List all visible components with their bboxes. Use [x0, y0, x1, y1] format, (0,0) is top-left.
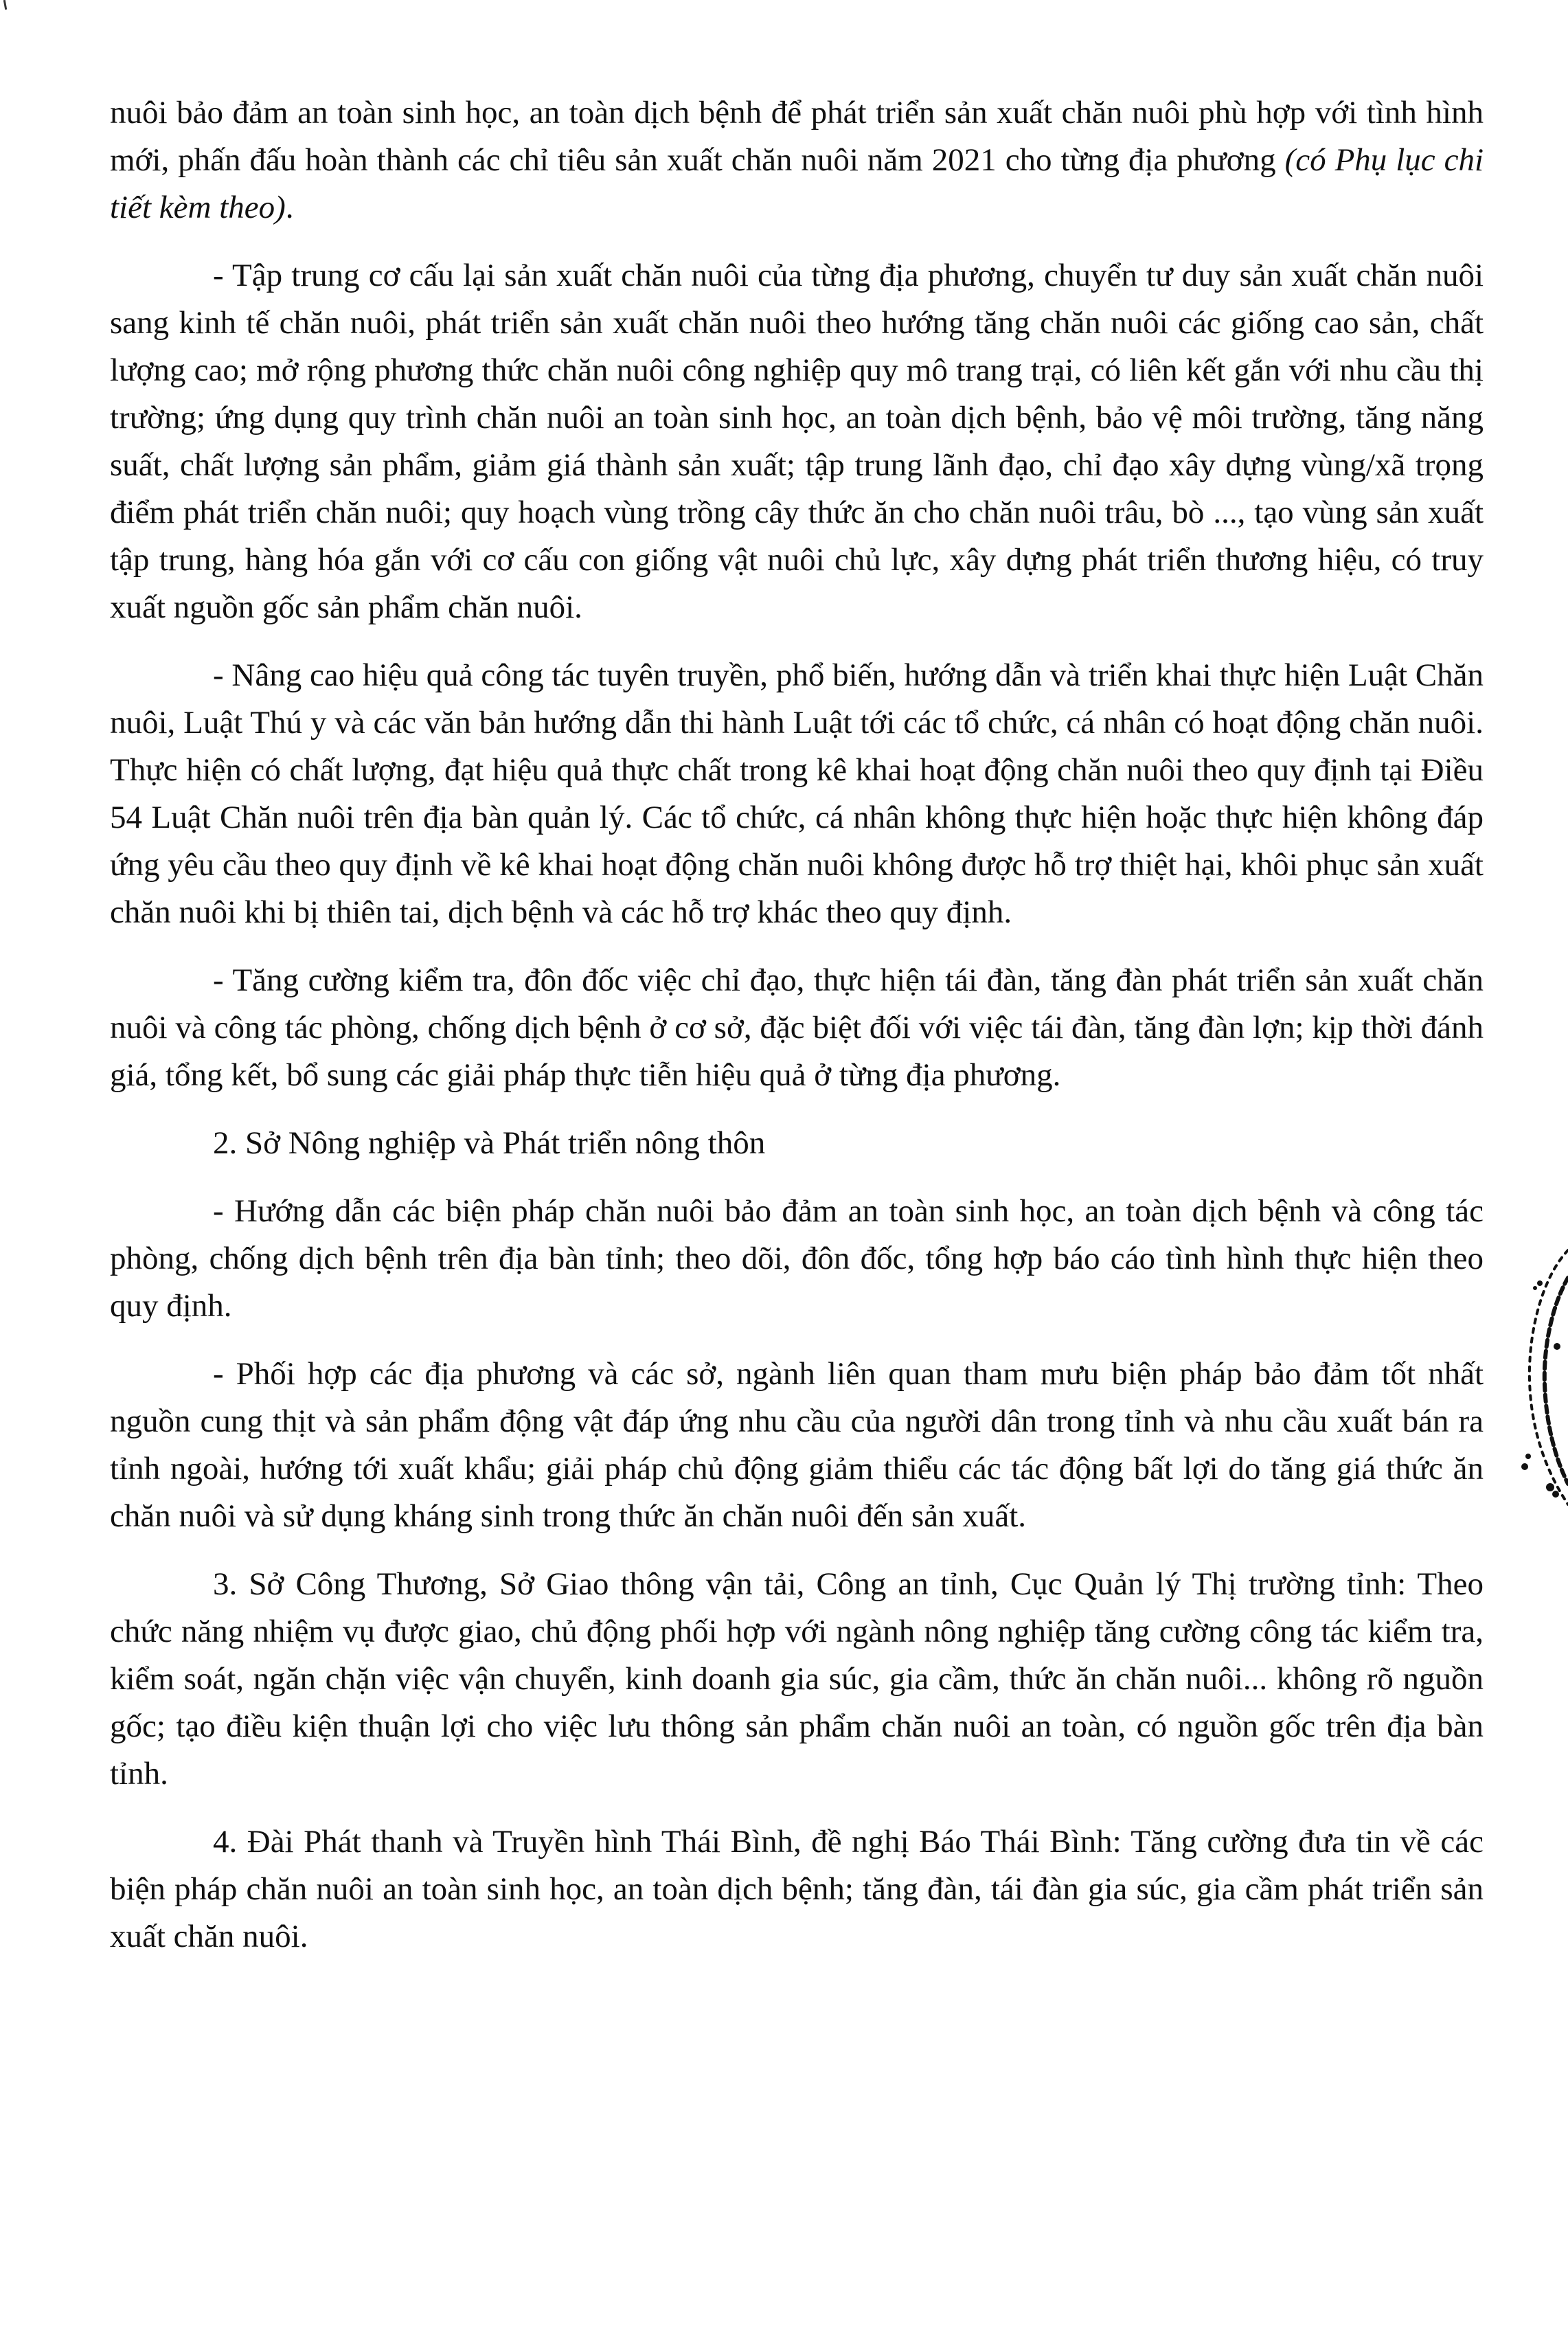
paragraph-end: . — [285, 190, 294, 225]
paragraph-radio-television: 4. Đài Phát thanh và Truyền hình Thái Bình, đề nghị Báo Thái Bình: Tăng cường đưa tin về các biện pháp chăn nuôi an toàn sinh học, an toàn dịch bệnh; tăng đàn, tái đàn gia súc, gia cầm phát triển sản xuất chăn nuôi. — [110, 1824, 1484, 1954]
document-body — [110, 89, 1484, 1981]
paragraph-continuation — [110, 89, 1484, 232]
appendix-note: (có Phụ lục chi tiết kèm theo) — [110, 142, 1484, 225]
paragraph-industry-trade-dept: 3. Sở Công Thương, Sở Giao thông vận tải, Công an tỉnh, Cục Quản lý Thị trường tỉnh: Theo chức năng nhiệm vụ được giao, chủ động phối hợp với ngành nông nghiệp tăng cường công tác kiểm tra, kiểm soát, ngăn chặn việc vận chuyển, kinh doanh gia súc, gia cầm, thức ăn chăn nuôi... không rõ nguồn gốc; tạo điều kiện thuận lợi cho việc lưu thông sản phẩm chăn nuôi an toàn, có nguồn gốc trên địa bàn tỉnh. — [110, 1566, 1484, 1792]
section-heading-agriculture-dept: 2. Sở Nông nghiệp và Phát triển nông thôn — [213, 1125, 766, 1161]
paragraph-propaganda-law: - Nâng cao hiệu quả công tác tuyên truyền, phổ biến, hướng dẫn và triển khai thực hiện Luật Chăn nuôi, Luật Thú y và các văn bản hướng dẫn thi hành Luật tới các tổ chức, cá nhân có hoạt động chăn nuôi. Thực hiện có chất lượng, đạt hiệu quả thực chất trong kê khai hoạt động chăn nuôi theo quy định tại Điều 54 Luật Chăn nuôi trên địa bàn quản lý. Các tổ chức, cá nhân không thực hiện hoặc thực hiện không đáp ứng yêu cầu theo quy định về kê khai hoạt động chăn nuôi không được hỗ trợ thiệt hại, khôi phục sản xuất chăn nuôi khi bị thiên tai, dịch bệnh và các hỗ trợ khác theo quy định. — [110, 657, 1484, 930]
paragraph-inspection: - Tăng cường kiểm tra, đôn đốc việc chỉ đạo, thực hiện tái đàn, tăng đàn phát triển sản xuất chăn nuôi và công tác phòng, chống dịch bệnh ở cơ sở, đặc biệt đối với việc tái đàn, tăng đàn lợn; kịp thời đánh giá, tổng kết, bổ sung các giải pháp thực tiễn hiệu quả ở từng địa phương. — [110, 962, 1484, 1093]
scan-mark — [3, 0, 7, 10]
seal-stamp-icon — [1508, 1237, 1568, 1511]
paragraph-text: nuôi bảo đảm an toàn sinh học, an toàn dịch bệnh để phát triển sản xuất chăn nuôi phù hợp với tình hình mới, phấn đấu hoàn thành các chỉ tiêu sản xuất chăn nuôi năm 2021 cho từng địa phương — [110, 95, 1484, 178]
paragraph-coordination: - Phối hợp các địa phương và các sở, ngành liên quan tham mưu biện pháp bảo đảm tốt nhất nguồn cung thịt và sản phẩm động vật đáp ứng nhu cầu của người dân trong tỉnh và nhu cầu xuất bán ra tỉnh ngoài, hướng tới xuất khẩu; giải pháp chủ động giảm thiểu các tác động bất lợi do tăng giá thức ăn chăn nuôi và sử dụng kháng sinh trong thức ăn chăn nuôi đến sản xuất. — [110, 1356, 1484, 1534]
paragraph-biosecurity-guidance: - Hướng dẫn các biện pháp chăn nuôi bảo đảm an toàn sinh học, an toàn dịch bệnh và công tác phòng, chống dịch bệnh trên địa bàn tỉnh; theo dõi, đôn đốc, tổng hợp báo cáo tình hình thực hiện theo quy định. — [110, 1193, 1484, 1324]
paragraph-restructure-production: - Tập trung cơ cấu lại sản xuất chăn nuôi của từng địa phương, chuyển tư duy sản xuất chăn nuôi sang kinh tế chăn nuôi, phát triển sản xuất chăn nuôi theo hướng tăng chăn nuôi các giống cao sản, chất lượng cao; mở rộng phương thức chăn nuôi công nghiệp quy mô trang trại, có liên kết gắn với nhu cầu thị trường; ứng dụng quy trình chăn nuôi an toàn sinh học, an toàn dịch bệnh, bảo vệ môi trường, tăng năng suất, chất lượng sản phẩm, giảm giá thành sản xuất; tập trung lãnh đạo, chỉ đạo xây dựng vùng/xã trọng điểm phát triển chăn nuôi; quy hoạch vùng trồng cây thức ăn cho chăn nuôi trâu, bò ..., tạo vùng sản xuất tập trung, hàng hóa gắn với cơ cấu con giống vật nuôi chủ lực, xây dựng phát triển thương hiệu, có truy xuất nguồn gốc sản phẩm chăn nuôi. — [110, 258, 1484, 625]
